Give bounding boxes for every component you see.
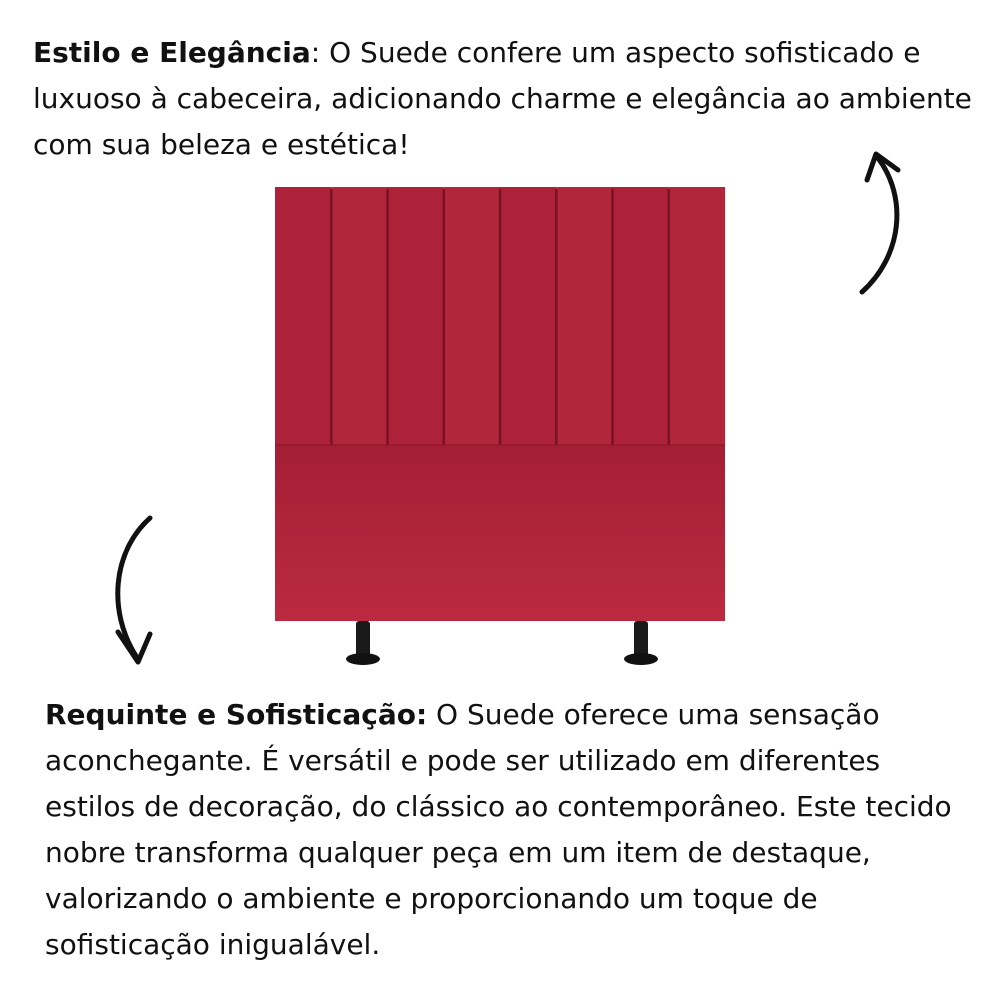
top-body: O Suede confere um aspecto sofisticado e luxuoso à cabeceira, adicionando charme e elegância ao ambiente com sua beleza e estética! bbox=[33, 36, 972, 161]
leg-right bbox=[634, 621, 648, 657]
bottom-description bbox=[45, 692, 975, 968]
bottom-body: O Suede oferece uma sensação aconchegante. É versátil e pode ser utilizado em diferentes estilos de decoração, do clássico ao contemporâneo. Este tecido nobre transforma qualquer peça em um item de destaque, valorizando o ambiente e proporcionando um toque de sofisticação inigualável. bbox=[45, 698, 952, 961]
top-heading: Estilo e Elegância bbox=[33, 36, 311, 69]
headboard-channel bbox=[556, 187, 612, 447]
headboard-image bbox=[270, 183, 730, 668]
headboard-channel bbox=[275, 187, 331, 447]
headboard-channel bbox=[444, 187, 500, 447]
leg-right-foot bbox=[624, 653, 658, 665]
headboard-channel bbox=[388, 187, 444, 447]
leg-left bbox=[356, 621, 370, 657]
headboard-channel bbox=[500, 187, 556, 447]
top-description bbox=[33, 30, 973, 168]
headboard-channel bbox=[669, 187, 725, 447]
bottom-heading: Requinte e Sofisticação: bbox=[45, 698, 428, 731]
headboard-channel bbox=[331, 187, 387, 447]
headboard-channels bbox=[275, 187, 725, 447]
top-heading-colon: : bbox=[310, 36, 321, 69]
curved-arrow-up-icon bbox=[840, 140, 920, 310]
headboard-base-panel bbox=[275, 445, 725, 621]
headboard-channel bbox=[613, 187, 669, 447]
leg-left-foot bbox=[346, 653, 380, 665]
curved-arrow-down-icon bbox=[100, 510, 180, 680]
headboard-legs bbox=[346, 621, 658, 665]
